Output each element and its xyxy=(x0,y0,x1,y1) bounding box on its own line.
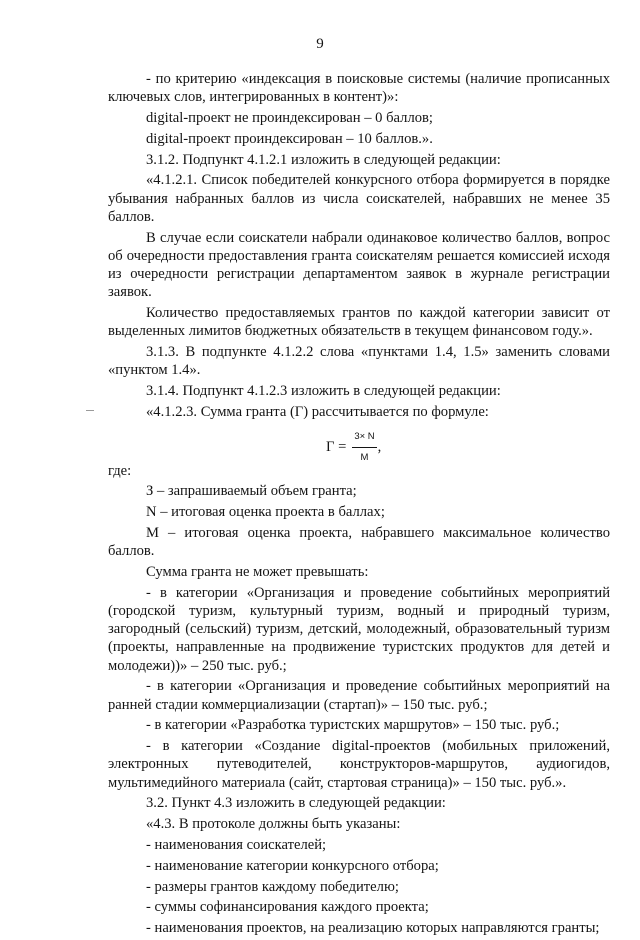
formula-numerator: 3× N xyxy=(352,428,376,448)
criterion-paragraph: - по критерию «индексация в поисковые системы (наличие прописанных ключевых слов, интегрированных в контент)»: xyxy=(108,71,610,106)
rule-paragraph: «4.1.2.1. Список победителей конкурсного отбора формируется в порядке убывания набранных баллов из числа соискателей, набравших не менее 35 баллов. xyxy=(108,172,610,225)
score-line: digital-проект не проиндексирован – 0 баллов; xyxy=(146,110,433,126)
amendment-paragraph: 3.1.3. В подпункте 4.1.2.2 слова «пунктами 1.4, 1.5» заменить словами «пунктом 1.4». xyxy=(108,344,610,379)
formula-intro: «4.1.2.3. Сумма гранта (Г) рассчитывается по формуле: xyxy=(146,403,489,420)
formula-lhs: Г = xyxy=(326,439,347,456)
protocol-item: - наименования соискателей; xyxy=(146,836,327,853)
limit-item: - в категории «Организация и проведение событийных мероприятий (городской туризм, культурный туризм, водный и природный туризм, загородный (сельский) туризм, детский, молодежный, образовательный туризм (проекты, направленные на продвижение туристских продуктов для детей и молодежи))» – 250 тыс. руб.; xyxy=(108,584,610,674)
where-label: где: xyxy=(108,462,132,479)
protocol-item: - суммы софинансирования каждого проекта; xyxy=(146,899,429,916)
score-line: digital-проект проиндексирован – 10 баллов.». xyxy=(146,130,433,147)
amendment-paragraph: 3.1.4. Подпункт 4.1.2.3 изложить в следующей редакции: xyxy=(146,383,501,399)
definition-line: З – запрашиваемый объем гранта; xyxy=(146,483,357,500)
formula-denominator: M xyxy=(360,451,369,463)
protocol-item: - наименования проектов, на реализацию которых направляются гранты; xyxy=(146,920,600,937)
limit-item: - в категории «Разработка туристских маршрутов» – 150 тыс. руб.; xyxy=(146,717,560,734)
grant-formula xyxy=(108,424,610,462)
protocol-item: - наименование категории конкурсного отбора; xyxy=(146,857,439,874)
protocol-item: - размеры грантов каждому победителю; xyxy=(146,878,399,895)
amendment-paragraph: 3.2. Пункт 4.3 изложить в следующей редакции: xyxy=(146,795,446,812)
limit-item: - в категории «Создание digital-проектов (мобильных приложений, электронных путеводителей, конструкторов-маршрутов, аудиогидов, мультимедийного материала (сайт, стартовая страница)» – 150 тыс. руб.». xyxy=(108,738,610,791)
definition-line: N – итоговая оценка проекта в баллах; xyxy=(146,504,385,521)
definition-line: М – итоговая оценка проекта, набравшего максимальное количество баллов. xyxy=(108,524,610,560)
formula-suffix: , xyxy=(377,439,382,456)
rule-paragraph: Количество предоставляемых грантов по каждой категории зависит от выделенных лимитов бюджетных обязательств в текущем финансовом году.». xyxy=(108,305,610,340)
limit-intro: Сумма гранта не может превышать: xyxy=(146,563,369,580)
margin-mark xyxy=(86,410,94,411)
amendment-paragraph: 3.1.2. Подпункт 4.1.2.1 изложить в следующей редакции: xyxy=(146,151,501,168)
formula-fraction xyxy=(352,428,376,467)
document-body xyxy=(108,70,610,940)
page-number: 9 xyxy=(316,36,324,52)
limit-item: - в категории «Организация и проведение событийных мероприятий на ранней стадии коммерциализации (стартап)» – 150 тыс. руб.; xyxy=(108,678,610,713)
rule-paragraph: В случае если соискатели набрали одинаковое количество баллов, вопрос об очередности предоставления гранта соискателям решается комиссией исходя из очередности регистрации департаментом заявок в журнале регистрации заявок. xyxy=(108,229,610,301)
protocol-intro: «4.3. В протоколе должны быть указаны: xyxy=(146,816,401,833)
